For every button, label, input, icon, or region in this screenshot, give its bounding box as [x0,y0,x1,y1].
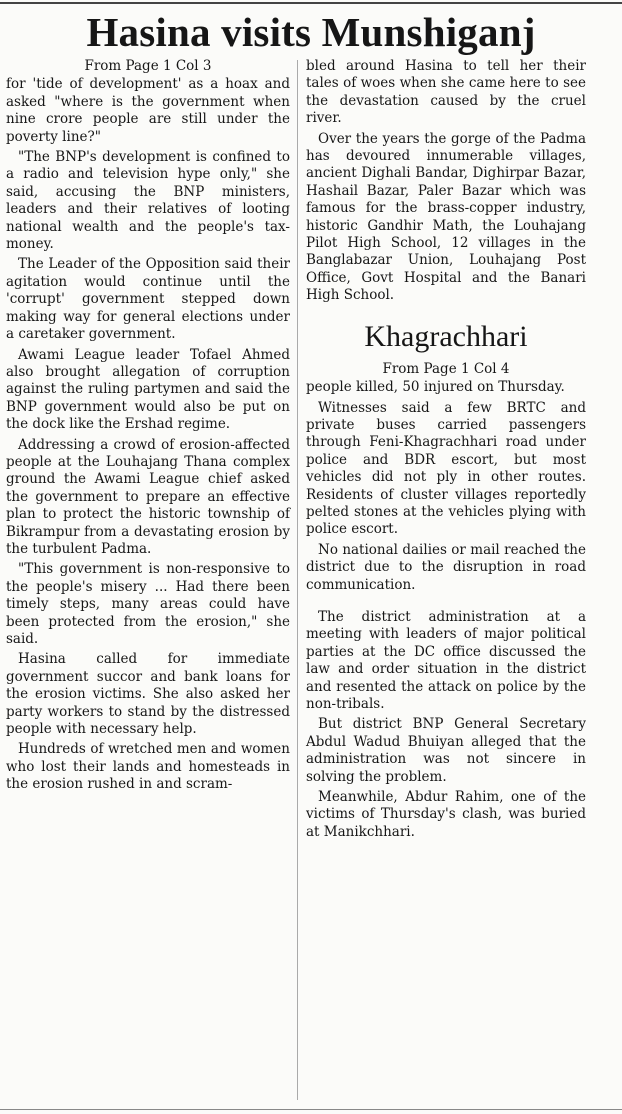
paragraph-gap [306,597,586,609]
article-paragraph: Meanwhile, Abdur Rahim, one of the victims of Thursday's clash, was buried at Manikchhari. [306,789,586,840]
article-paragraph: Hundreds of wretched men and women who lost their lands and homesteads in the erosion rushed in and scram- [6,741,290,793]
article-paragraph: "This government is non-responsive to the people's misery ... Had there been timely steps, many areas could have been protected from the erosion," she said. [6,561,290,647]
article-paragraph: The Leader of the Opposition said their agitation would continue until the 'corrupt' government stepped down making way for general elections under a caretaker government. [6,256,290,343]
sub-headline: Khagrachhari [364,319,528,353]
column-divider [297,60,298,1100]
article-paragraph: bled around Hasina to tell her their tales of woes when she came here to see the devastation caused by the cruel river. [306,58,586,127]
headline: Hasina visits Munshiganj [86,9,536,55]
article-paragraph: Hasina called for immediate government succor and bank loans for the erosion victims. She also asked her party workers to stand by the distressed people with necessary help. [6,651,290,738]
article-paragraph: But district BNP General Secretary Abdul Wadud Bhuiyan alleged that the administration was not sincere in solving the problem. [306,716,586,785]
bottom-rule [0,1109,622,1110]
article-paragraph: "The BNP's development is confined to a radio and television hype only," she said, accusing the BNP ministers, leaders and their relatives of looting national wealth and the people's tax-money. [6,149,290,253]
article-paragraph: The district administration at a meeting with leaders of major political parties at the DC office discussed the law and order situation in the district and resented the attack on police by the non-tribals. [306,608,586,712]
right-column [306,58,586,844]
article-paragraph: Over the years the gorge of the Padma has devoured innumerable villages, ancient Dighali Bandar, Dighirpar Bazar, Hashail Bazar, Paler Bazar which was famous for the brass-copper industry, historic Gandhir Math, the Louhajang Pilot High School, 12 villages in the Banglabazar Union, Louhajang Post Office, Govt Hospital and the Banari High School. [306,130,586,304]
article-paragraph: for 'tide of development' as a hoax and asked "where is the government when nine crore people are still under the poverty line?" [6,76,290,145]
article-paragraph: Witnesses said a few BRTC and private buses carried passengers through Feni-Khagrachhari road under police and BDR escort, but most vehicles did not ply in other routes. Residents of cluster villages reportedly pelted stones at the vehicles plying with police escort. [306,399,586,538]
sub-jump-line: From Page 1 Col 4 [382,360,510,377]
article-paragraph: Addressing a crowd of erosion-affected people at the Louhajang Thana complex ground the Awami League chief asked the government to prepare an effective plan to protect the historic township of Bikrampur from a devastating erosion by the turbulent Padma. [6,436,290,557]
left-column [6,58,290,797]
top-rule [0,2,622,4]
jump-line: From Page 1 Col 3 [84,58,212,74]
article-paragraph: Awami League leader Tofael Ahmed also brought allegation of corruption against the ruling partymen and said the BNP government would also be put on the dock like the Ershad regime. [6,346,290,433]
article-paragraph: No national dailies or mail reached the district due to the disruption in road communication. [306,541,586,593]
article-paragraph: people killed, 50 injured on Thursday. [306,379,565,396]
